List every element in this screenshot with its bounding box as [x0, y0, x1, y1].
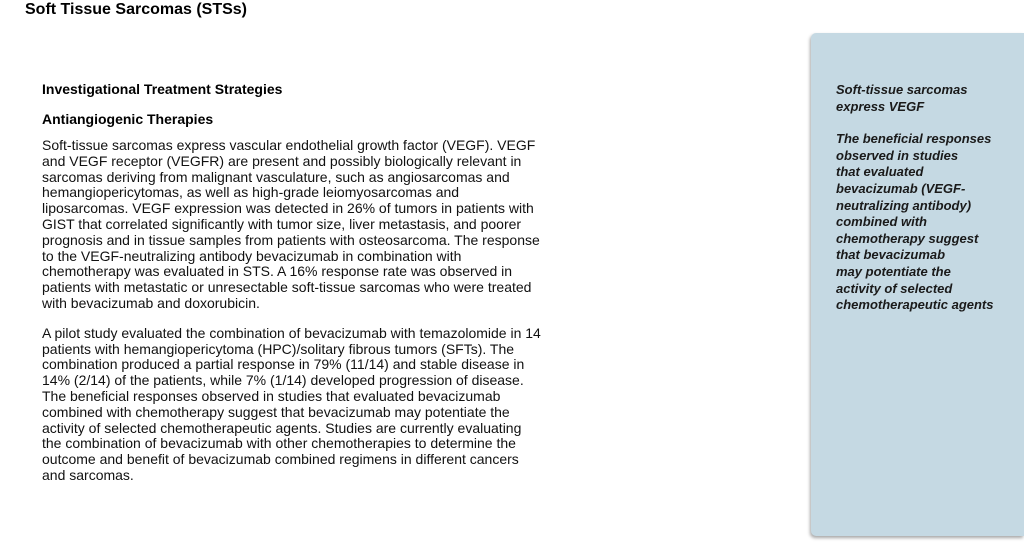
- callout-line: express VEGF: [836, 98, 925, 114]
- callout-line: chemotherapeutic agents: [836, 297, 994, 313]
- page-title: Soft Tissue Sarcomas (STSs): [25, 1, 247, 18]
- subsection-heading: Antiangiogenic Therapies: [42, 111, 214, 127]
- callout-line: may potentiate the: [836, 263, 951, 279]
- body-paragraph-2: A pilot study evaluated the combination of bevacizumab with temazolomide in 14 patients with hemangiopericytoma (HPC)/solitary fibrous tumors (SFTs). The combination produced a partial response in 79% (11/14) and stable disease in 14% (2/14) of the patients, while 7% (1/14) developed progression of disease. The beneficial responses observed in studies that evaluated bevacizumab combined with chemotherapy suggest that bevacizumab may potentiate the activity of selected chemotherapeutic agents. Studies are currently evaluating the combination of bevacizumab with other chemotherapies to determine the outcome and benefit of bevacizumab combined regimens in different cancers and sarcomas.: [42, 324, 541, 483]
- main-content: [42, 80, 542, 498]
- callout-line: activity of selected: [836, 280, 953, 296]
- callout-line: observed in studies: [836, 147, 959, 163]
- callout-line: that bevacizumab: [836, 247, 946, 263]
- callout-line: Soft-tissue sarcomas: [836, 82, 968, 97]
- callout-line: that evaluated: [836, 164, 924, 180]
- callout-line: neutralizing antibody): [836, 197, 972, 213]
- sidebar-callout: [811, 33, 1024, 536]
- callout-line: The beneficial responses: [836, 131, 992, 147]
- callout-line: combined with: [836, 214, 927, 230]
- callout-statement-1: [836, 82, 1016, 115]
- callout-line: chemotherapy suggest: [836, 230, 979, 246]
- section-heading: Investigational Treatment Strategies: [42, 81, 283, 97]
- callout-text: [836, 82, 1016, 330]
- body-paragraph-1: Soft-tissue sarcomas express vascular endothelial growth factor (VEGF). VEGF and VEGF receptor (VEGFR) are present and possibly biologically relevant in sarcomas deriving from malignant vasculature, such as angiosarcomas and hemangiopericytomas, as well as high-grade leiomyosarcomas and liposarcomas. VEGF expression was detected in 26% of tumors in patients with GIST that correlated significantly with tumor size, liver metastasis, and poorer prognosis and in tissue samples from patients with osteosarcoma. The response to the VEGF-neutralizing antibody bevacizumab in combination with chemotherapy was evaluated in STS. A 16% response rate was observed in patients with metastatic or unresectable soft-tissue sarcomas who were treated with bevacizumab and doxorubicin.: [42, 137, 540, 311]
- callout-statement-2: [836, 131, 1016, 314]
- callout-line: bevacizumab (VEGF-: [836, 180, 966, 196]
